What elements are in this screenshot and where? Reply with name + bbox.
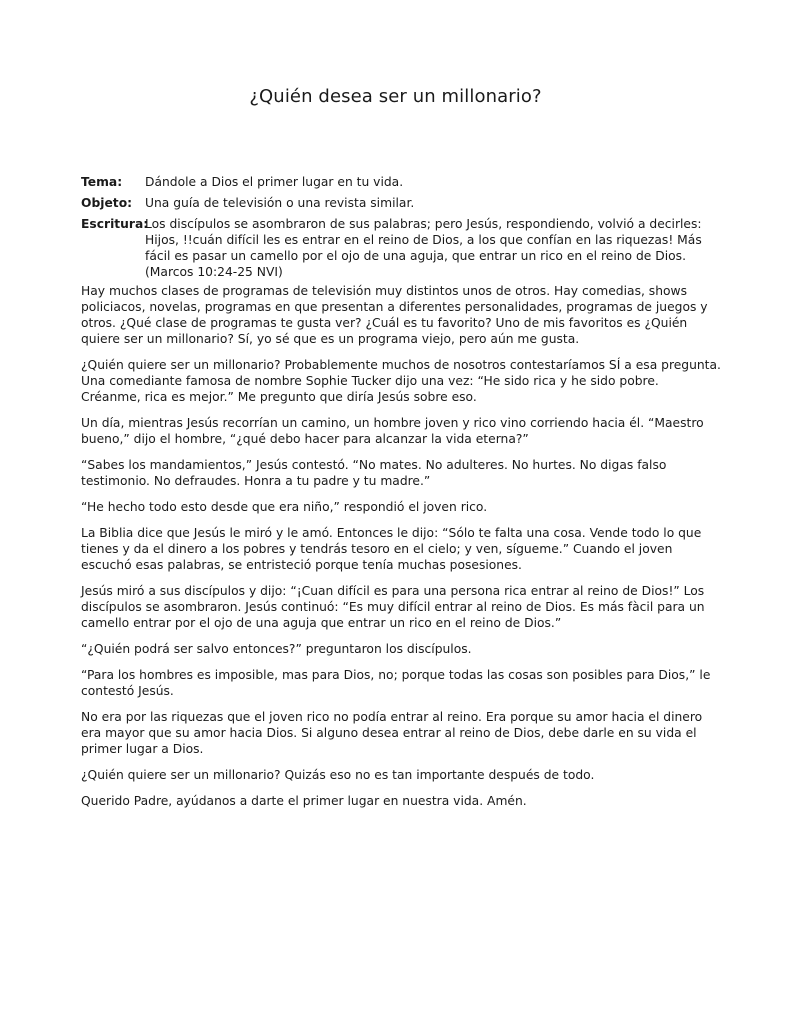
meta-row-escritura bbox=[81, 216, 721, 280]
lesson-metadata bbox=[81, 174, 721, 285]
lesson-body bbox=[81, 283, 721, 819]
escritura-label: Escritura: bbox=[81, 217, 149, 231]
tema-label: Tema: bbox=[81, 175, 123, 189]
body-paragraph: “¿Quién podrá ser salvo entonces?” preguntaron los discípulos. bbox=[81, 642, 472, 656]
body-paragraph: Un día, mientras Jesús recorrían un camino, un hombre joven y rico vino corriendo hacia él. “Maestro bueno,” dijo el hombre, “¿qué debo hacer para alcanzar la vida eterna?” bbox=[81, 416, 704, 446]
meta-row-tema bbox=[81, 174, 721, 190]
tema-value: Dándole a Dios el primer lugar en tu vida. bbox=[145, 175, 404, 189]
body-paragraph: La Biblia dice que Jesús le miró y le amó. Entonces le dijo: “Sólo te falta una cosa. Vende todo lo que tienes y da el dinero a los pobres y tendrás tesoro en el cielo; y ven, sígueme.” Cuando el joven escuchó esas palabras, se entristeció porque tenía muchas posesiones. bbox=[81, 526, 702, 572]
body-paragraph: “He hecho todo esto desde que era niño,” respondió el joven rico. bbox=[81, 500, 488, 514]
body-paragraph: Querido Padre, ayúdanos a darte el primer lugar en nuestra vida. Amén. bbox=[81, 794, 527, 808]
body-paragraph: Hay muchos clases de programas de televisión muy distintos unos de otros. Hay comedias, shows policiacos, novelas, programas en que presentan a diferentes personalidades, programas de juegos y otros. ¿Qué clase de programas te gusta ver? ¿Cuál es tu favorito? Uno de mis favoritos es ¿Quién quiere ser un millonario? Sí, yo sé que es un programa viejo, pero aún me gusta. bbox=[81, 284, 708, 346]
meta-row-objeto bbox=[81, 195, 721, 211]
objeto-value: Una guía de televisión o una revista similar. bbox=[145, 196, 415, 210]
body-paragraph: “Sabes los mandamientos,” Jesús contestó. “No mates. No adulteres. No hurtes. No digas falso testimonio. No defraudes. Honra a tu padre y tu madre.” bbox=[81, 458, 667, 488]
objeto-label: Objeto: bbox=[81, 196, 133, 210]
escritura-value: Los discípulos se asombraron de sus palabras; pero Jesús, respondiendo, volvió a decirles: Hijos, !!cuán difícil les es entrar en el reino de Dios, a los que confían en las riquezas! Más fácil es pasar un camello por el ojo de una aguja, que entrar un rico en el reino de Dios. (Marcos 10:24-25 NVI) bbox=[145, 217, 702, 279]
body-paragraph: ¿Quién quiere ser un millonario? Probablemente muchos de nosotros contestaríamos SÍ a esa pregunta. Una comediante famosa de nombre Sophie Tucker dijo una vez: “He sido rica y he sido pobre. Créanme, rica es mejor.” Me pregunto que diría Jesús sobre eso. bbox=[81, 358, 721, 404]
body-paragraph: ¿Quién quiere ser un millonario? Quizás eso no es tan importante después de todo. bbox=[81, 768, 595, 782]
body-paragraph: Jesús miró a sus discípulos y dijo: “¡Cuan difícil es para una persona rica entrar al reino de Dios!” Los discípulos se asombraron. Jesús continuó: “Es muy difícil entrar al reino de Dios. Es más fàcil para un camello entrar por el ojo de una aguja que entrar un rico en el reino de Dios.” bbox=[81, 584, 705, 630]
body-paragraph: No era por las riquezas que el joven rico no podía entrar al reino. Era porque su amor hacia el dinero era mayor que su amor hacia Dios. Si alguno desea entrar al reino de Dios, debe darle en su vida el primer lugar a Dios. bbox=[81, 710, 703, 756]
page-title: ¿Quién desea ser un millonario? bbox=[249, 86, 542, 107]
body-paragraph: “Para los hombres es imposible, mas para Dios, no; porque todas las cosas son posibles para Dios,” le contestó Jesús. bbox=[81, 668, 711, 698]
